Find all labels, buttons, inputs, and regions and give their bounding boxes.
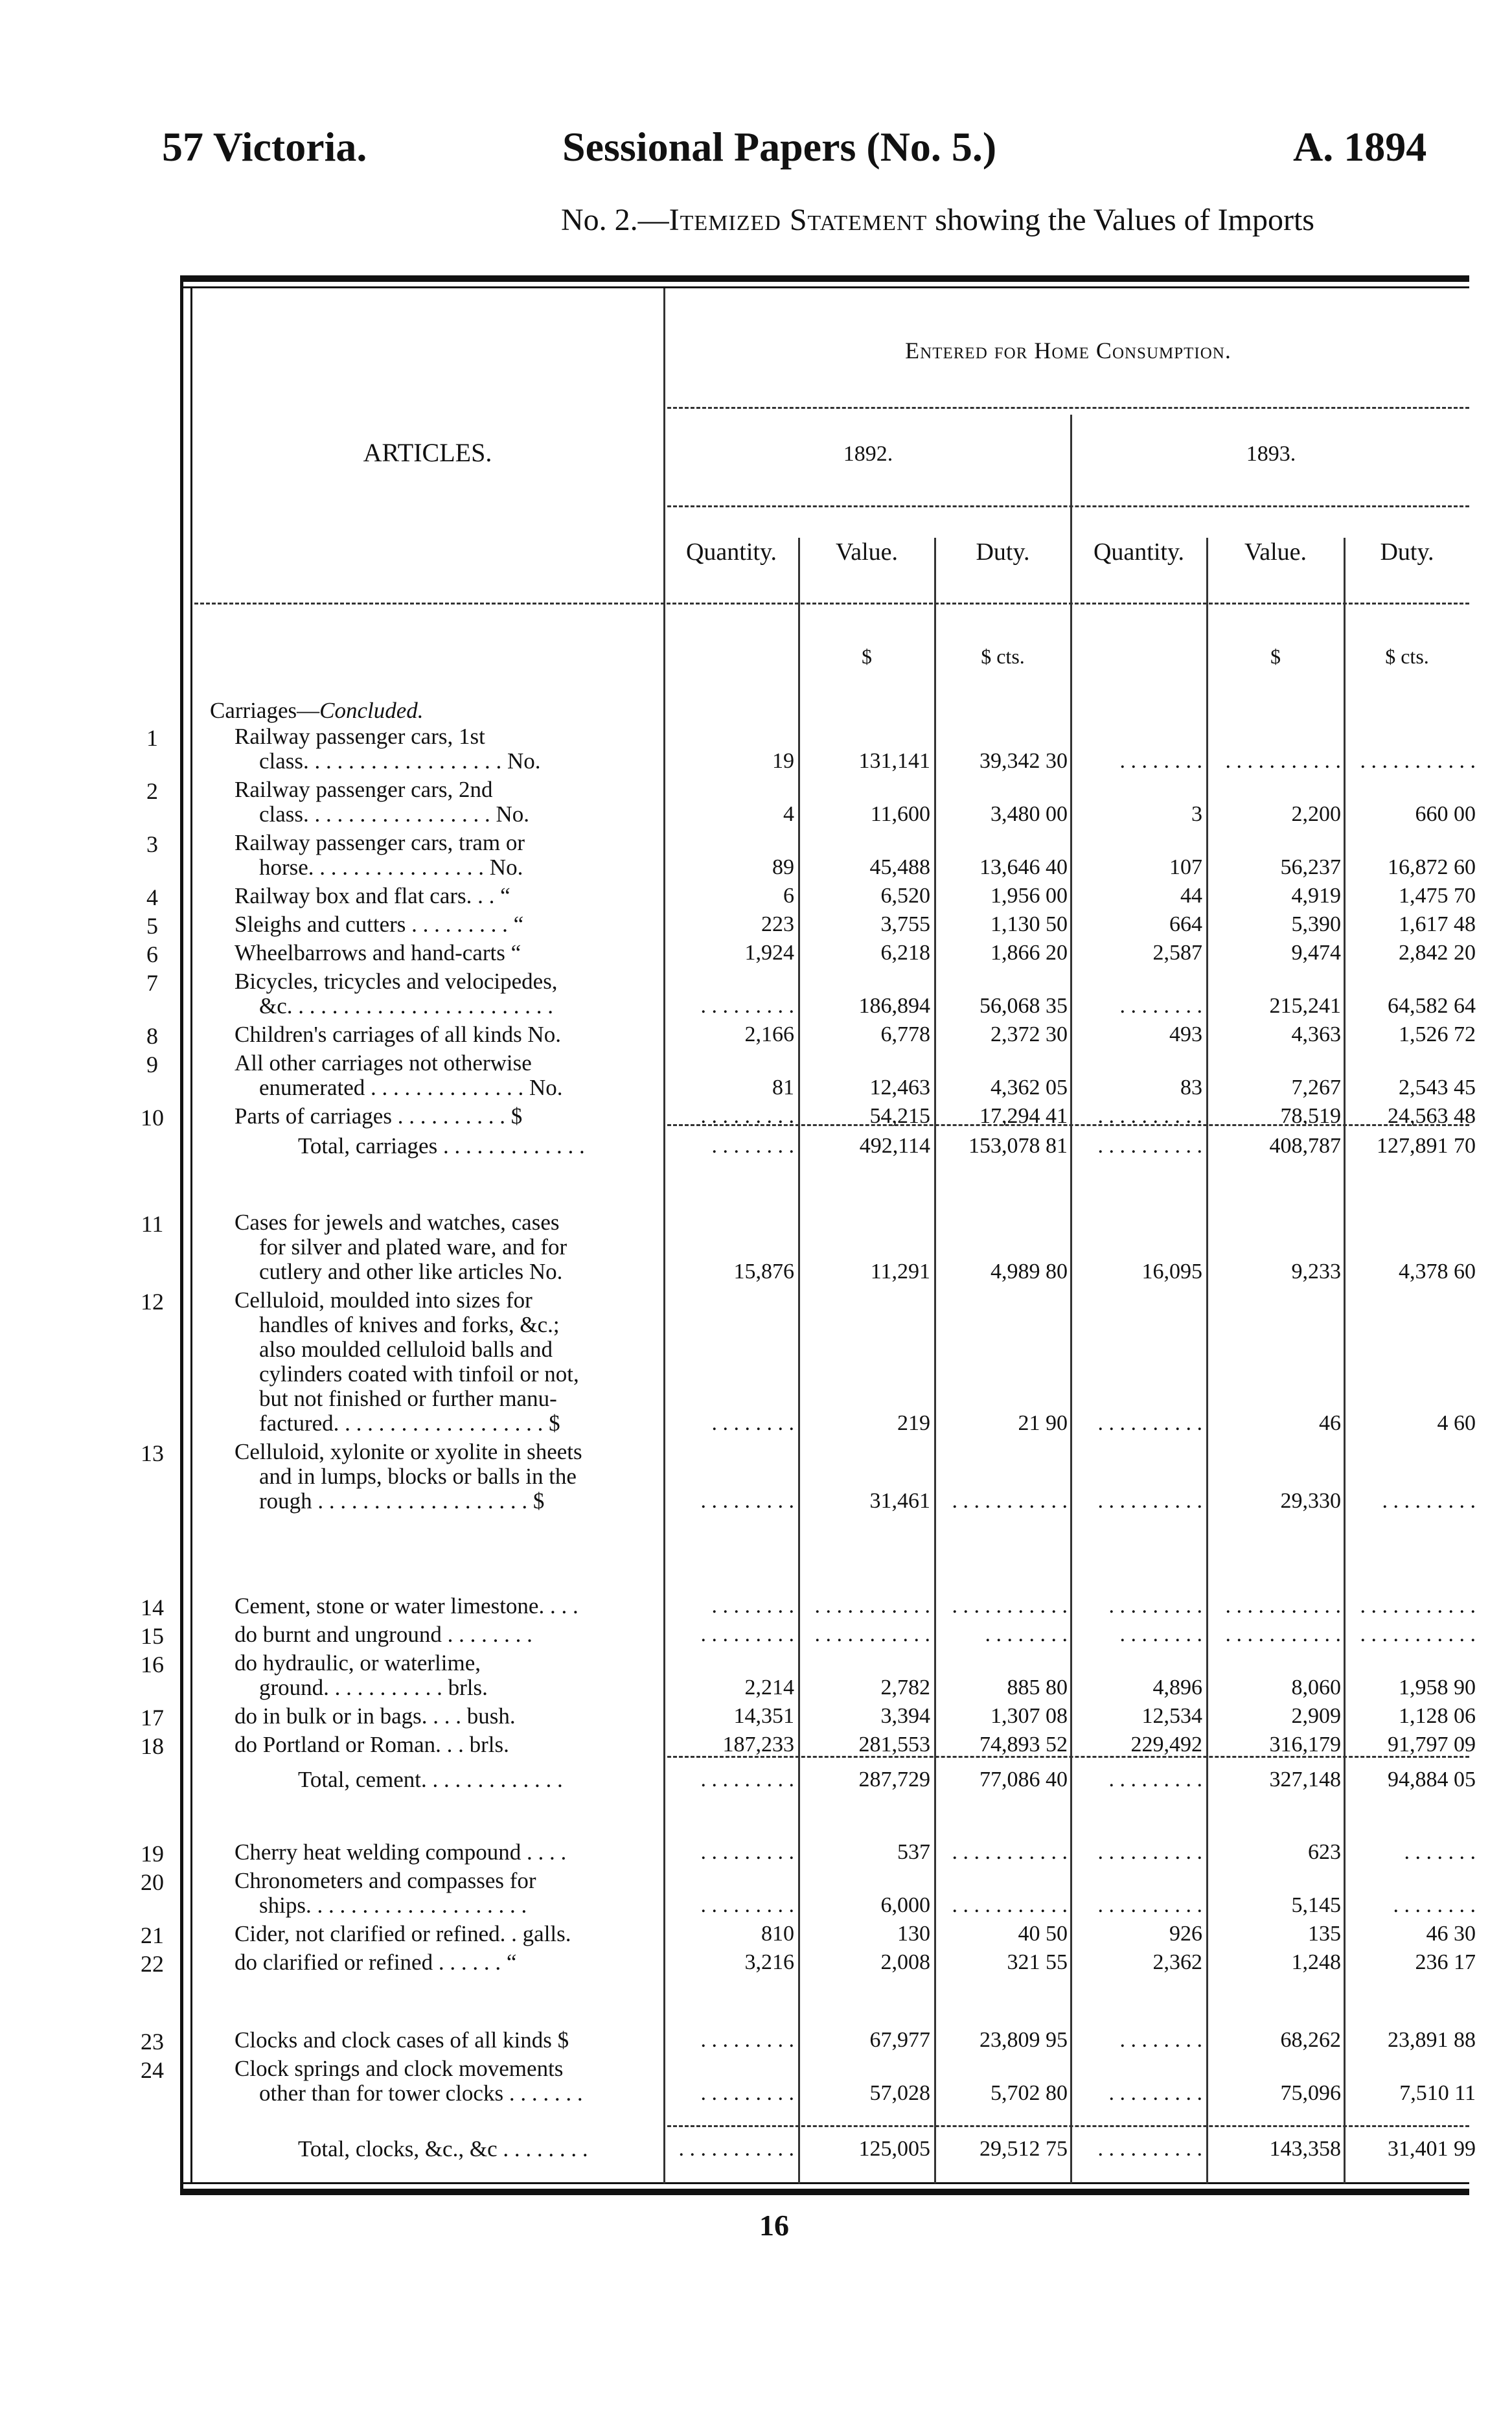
- article-line: for silver and plated ware, and for: [259, 1234, 567, 1260]
- cell-q93: 2,587: [1152, 941, 1202, 965]
- year-1893: 1893.: [1246, 442, 1296, 466]
- col-divider-duty92: [934, 538, 936, 2183]
- cell-q93: . . . . . . . . . .: [1097, 1489, 1202, 1513]
- cell-q93: . . . . . . . . . .: [1097, 1840, 1202, 1864]
- cell-q92: 223: [761, 912, 794, 936]
- frame-top-rule-thin: [180, 286, 1469, 288]
- cell-q92: . . . . . . . . .: [700, 1893, 794, 1917]
- cell-v92: 281,553: [858, 1733, 930, 1757]
- cell-d92: 1,956 00: [991, 884, 1068, 908]
- row-number: 8: [146, 1023, 158, 1049]
- article-line: Clocks and clock cases of all kinds $: [235, 2027, 569, 2053]
- cell-d93: 1,475 70: [1399, 884, 1476, 908]
- cell-v93: 215,241: [1269, 994, 1341, 1018]
- row-number: 16: [141, 1652, 164, 1677]
- article-line: handles of knives and forks, &c.;: [259, 1312, 560, 1337]
- row-number: 1: [146, 725, 158, 751]
- cell-q92: . . . . . . . . .: [700, 2081, 794, 2105]
- cell-d93: 46 30: [1426, 1922, 1476, 1946]
- cell-v92: 6,520: [880, 884, 930, 908]
- section-heading-prefix: Carriages—: [210, 698, 320, 723]
- total-carriages-rule: [667, 1124, 1469, 1126]
- cell-d92: . . . . . . . . . . .: [952, 1840, 1068, 1864]
- cell-q92: . . . . . . . . .: [700, 1840, 794, 1864]
- total-clocks-duty-1892: 29,512 75: [979, 2137, 1068, 2161]
- cell-v92: . . . . . . . . . . .: [814, 1622, 930, 1646]
- cell-q93: 3: [1191, 802, 1202, 826]
- cell-d92: . . . . . . . . . . .: [952, 1489, 1068, 1513]
- article-line: ships. . . . . . . . . . . . . . . . . . . .: [259, 1893, 527, 1918]
- row-number: 6: [146, 941, 158, 967]
- unit-duty-1892: $ cts.: [981, 645, 1025, 668]
- cell-q93: 664: [1169, 912, 1202, 936]
- article-description: [210, 1922, 663, 1946]
- cell-d92: 3,480 00: [991, 802, 1068, 826]
- subtitle-rest: showing the Values of Imports: [927, 203, 1314, 237]
- cell-d93: 7,510 11: [1399, 2081, 1476, 2105]
- cell-q93: 16,095: [1141, 1260, 1202, 1284]
- col-quantity-1892: Quantity.: [685, 538, 777, 566]
- cell-d93: 23,891 88: [1388, 2028, 1476, 2052]
- cell-v92: 130: [897, 1922, 930, 1946]
- header-year: A. 1894: [1293, 124, 1427, 170]
- row-number: 21: [141, 1922, 164, 1948]
- cell-d93: 4,378 60: [1399, 1260, 1476, 1284]
- cell-d92: 74,893 52: [979, 1733, 1068, 1757]
- cell-v93: 7,267: [1291, 1076, 1341, 1100]
- total-clocks-duty-1893: 31,401 99: [1388, 2137, 1476, 2161]
- row-number: 13: [141, 1440, 164, 1466]
- cell-q93: . . . . . . . . . .: [1097, 1411, 1202, 1435]
- cell-d92: 56,068 35: [979, 994, 1068, 1018]
- cell-d92: 1,307 08: [991, 1704, 1068, 1728]
- row-number: 24: [141, 2057, 164, 2083]
- cell-d93: 236 17: [1415, 1950, 1476, 1974]
- article-line: do hydraulic, or waterlime,: [235, 1650, 481, 1676]
- cell-q92: 81: [772, 1076, 794, 1100]
- cell-v93: 56,237: [1280, 855, 1341, 879]
- article-description: [210, 1440, 663, 1514]
- header-session: 57 Victoria.: [162, 124, 367, 170]
- col-divider-duty93: [1344, 538, 1346, 2183]
- article-line: class. . . . . . . . . . . . . . . . . No.: [259, 801, 530, 827]
- article-line: do in bulk or in bags. . . . bush.: [235, 1703, 516, 1729]
- article-description: [210, 1288, 663, 1436]
- cell-v93: . . . . . . . . . . .: [1225, 749, 1341, 773]
- cell-q93: . . . . . . . . . .: [1097, 1104, 1202, 1128]
- cell-v93: 29,330: [1280, 1489, 1341, 1513]
- cell-d93: 4 60: [1437, 1411, 1476, 1435]
- article-description: [210, 1651, 663, 1700]
- cell-q92: . . . . . . . . .: [700, 1622, 794, 1646]
- cell-q93: . . . . . . . . . .: [1097, 1893, 1202, 1917]
- total-cement-duty-1893: 94,884 05: [1388, 1768, 1476, 1792]
- year-1892: 1892.: [843, 442, 893, 466]
- cell-v93: 316,179: [1269, 1733, 1341, 1757]
- cell-v92: 11,600: [870, 802, 930, 826]
- article-line: All other carriages not otherwise: [235, 1050, 532, 1076]
- row-number: 22: [141, 1951, 164, 1977]
- cell-d93: 1,128 06: [1399, 1704, 1476, 1728]
- article-line: Children's carriages of all kinds No.: [235, 1022, 561, 1047]
- row-number: 14: [141, 1595, 164, 1620]
- total-cement-value-1892: 287,729: [858, 1768, 930, 1792]
- cell-v92: 186,894: [858, 994, 930, 1018]
- total-carriages-quantity-1893: . . . . . . . . . .: [1097, 1134, 1202, 1158]
- cell-v93: 1,248: [1291, 1950, 1341, 1974]
- cell-q93: . . . . . . . .: [1119, 994, 1202, 1018]
- cell-d93: 91,797 09: [1388, 1733, 1476, 1757]
- article-description: [210, 1210, 663, 1284]
- article-description: [210, 1594, 663, 1619]
- cell-d93: 24,563 48: [1388, 1104, 1476, 1128]
- article-line: do clarified or refined . . . . . . “: [235, 1950, 517, 1975]
- row-number: 19: [141, 1841, 164, 1867]
- col-duty-1892: Duty.: [976, 538, 1030, 566]
- cell-d92: 21 90: [1018, 1411, 1068, 1435]
- total-clocks-rule: [667, 2125, 1469, 2127]
- cell-q93: . . . . . . . .: [1119, 749, 1202, 773]
- cell-d93: . . . . . . . . . . .: [1360, 749, 1476, 773]
- cell-d92: 23,809 95: [979, 2028, 1068, 2052]
- article-line: other than for tower clocks . . . . . . .: [259, 2080, 583, 2106]
- row-number: 18: [141, 1733, 164, 1759]
- frame-left-rule-inner: [190, 288, 192, 2183]
- cell-d93: 64,582 64: [1388, 994, 1476, 1018]
- cell-q93: 44: [1180, 884, 1202, 908]
- cell-q92: 89: [772, 855, 794, 879]
- subtitle-emph: Itemized Statement: [669, 203, 928, 237]
- cell-d93: . . . . . . . .: [1393, 1893, 1476, 1917]
- article-line: cylinders coated with tinfoil or not,: [259, 1361, 579, 1387]
- cell-q92: 19: [772, 749, 794, 773]
- unit-value-1893: $: [1270, 645, 1281, 668]
- total-carriages-duty-1893: 127,891 70: [1377, 1134, 1476, 1158]
- group-heading: Entered for Home Consumption.: [905, 338, 1231, 363]
- cell-d93: 1,617 48: [1399, 912, 1476, 936]
- cell-v92: 6,218: [880, 941, 930, 965]
- page-number: 16: [759, 2209, 789, 2242]
- article-description: [210, 912, 663, 937]
- cell-v92: 6,778: [880, 1022, 930, 1046]
- article-description: [210, 941, 663, 965]
- row-number: 15: [141, 1623, 164, 1649]
- cell-d92: . . . . . . . . . . .: [952, 1594, 1068, 1618]
- article-description: [210, 778, 663, 827]
- total-carriages-quantity-1892: . . . . . . . .: [711, 1134, 794, 1158]
- total-cement-label: Total, cement. . . . . . . . . . . . .: [298, 1767, 563, 1792]
- article-line: Cider, not clarified or refined. . galls.: [235, 1921, 571, 1946]
- cell-v93: 78,519: [1280, 1104, 1341, 1128]
- cell-v93: 75,096: [1280, 2081, 1341, 2105]
- header-rule-years: [667, 505, 1469, 507]
- cell-d93: 16,872 60: [1388, 855, 1476, 879]
- cell-q92: 4: [783, 802, 794, 826]
- cell-d92: 321 55: [1007, 1950, 1068, 1974]
- row-number: 4: [146, 884, 158, 910]
- section-heading-carriages: [210, 698, 663, 723]
- col-divider-articles: [663, 288, 665, 2183]
- cell-v92: 2,782: [880, 1676, 930, 1699]
- cell-q93: 926: [1169, 1922, 1202, 1946]
- col-divider-year: [1070, 415, 1072, 2183]
- cell-q93: 4,896: [1152, 1676, 1202, 1699]
- cell-d93: 2,842 20: [1399, 941, 1476, 965]
- article-line: Railway box and flat cars. . . “: [235, 883, 510, 908]
- total-clocks-label: Total, clocks, &c., &c . . . . . . . .: [298, 2136, 588, 2161]
- article-line: but not finished or further manu-: [259, 1386, 557, 1411]
- row-number: 12: [141, 1289, 164, 1315]
- row-number: 20: [141, 1869, 164, 1895]
- cell-q93: 107: [1169, 855, 1202, 879]
- cell-v92: 131,141: [858, 749, 930, 773]
- cell-v92: 31,461: [869, 1489, 930, 1513]
- row-number: 2: [146, 778, 158, 804]
- cell-q92: . . . . . . . . .: [700, 2028, 794, 2052]
- row-number: 17: [141, 1705, 164, 1731]
- cell-d93: 1,526 72: [1399, 1022, 1476, 1046]
- article-line: enumerated . . . . . . . . . . . . . . No.: [259, 1075, 563, 1100]
- cell-q92: 2,214: [744, 1676, 794, 1699]
- cell-v93: 5,145: [1291, 1893, 1341, 1917]
- article-description: [210, 2028, 663, 2053]
- cell-v92: 6,000: [880, 1893, 930, 1917]
- col-value-1892: Value.: [835, 538, 899, 566]
- subtitle-prefix: No. 2.—: [561, 203, 669, 237]
- cell-q92: 14,351: [733, 1704, 794, 1728]
- cell-q92: . . . . . . . . .: [700, 1489, 794, 1513]
- total-carriages-value-1892: 492,114: [859, 1134, 930, 1158]
- article-line: factured. . . . . . . . . . . . . . . . . . . $: [259, 1411, 560, 1436]
- cell-q92: 3,216: [744, 1950, 794, 1974]
- cell-v92: 12,463: [869, 1076, 930, 1100]
- cell-v93: . . . . . . . . . . .: [1225, 1622, 1341, 1646]
- cell-d92: 885 80: [1007, 1676, 1068, 1699]
- article-line: Cherry heat welding compound . . . .: [235, 1839, 567, 1865]
- cell-v93: 8,060: [1291, 1676, 1341, 1699]
- frame-bottom-rule: [180, 2189, 1469, 2195]
- article-line: do burnt and unground . . . . . . . .: [235, 1622, 533, 1647]
- total-cement-quantity-1892: . . . . . . . . .: [700, 1768, 794, 1792]
- cell-d92: 4,362 05: [991, 1076, 1068, 1100]
- total-cement-quantity-1893: . . . . . . . . .: [1108, 1768, 1202, 1792]
- frame-bottom-rule-thin: [180, 2182, 1469, 2184]
- article-description: [210, 884, 663, 908]
- cell-v92: 2,008: [880, 1950, 930, 1974]
- cell-v92: 219: [897, 1411, 930, 1435]
- col-divider-value92: [798, 538, 800, 2183]
- cell-d92: 5,702 80: [991, 2081, 1068, 2105]
- cell-d92: . . . . . . . .: [985, 1622, 1068, 1646]
- cell-d92: 4,989 80: [991, 1260, 1068, 1284]
- article-description: [210, 2057, 663, 2106]
- header-rule-columns: [194, 603, 1469, 605]
- unit-duty-1893: $ cts.: [1385, 645, 1429, 668]
- cell-d92: 17,294 41: [979, 1104, 1068, 1128]
- cell-q93: 2,362: [1152, 1950, 1202, 1974]
- cell-d93: . . . . . . .: [1404, 1840, 1476, 1864]
- total-carriages-value-1893: 408,787: [1269, 1134, 1341, 1158]
- article-line: Celluloid, xylonite or xyolite in sheets: [235, 1439, 582, 1464]
- cell-q93: . . . . . . . . .: [1108, 1594, 1202, 1618]
- cell-d92: . . . . . . . . . . .: [952, 1893, 1068, 1917]
- cell-v92: 45,488: [869, 855, 930, 879]
- article-description: [210, 1051, 663, 1100]
- cell-d92: 40 50: [1018, 1922, 1068, 1946]
- article-description: [210, 1869, 663, 1918]
- cell-v92: 3,394: [880, 1704, 930, 1728]
- total-cement-duty-1892: 77,086 40: [979, 1768, 1068, 1792]
- article-line: Sleighs and cutters . . . . . . . . . “: [235, 912, 524, 937]
- cell-v93: 46: [1319, 1411, 1341, 1435]
- header-title: Sessional Papers (No. 5.): [562, 124, 997, 170]
- article-line: Railway passenger cars, 1st: [235, 724, 485, 749]
- article-line: Chronometers and compasses for: [235, 1868, 536, 1893]
- total-carriages-duty-1892: 153,078 81: [968, 1134, 1068, 1158]
- cell-v93: 623: [1308, 1840, 1341, 1864]
- cell-d92: 2,372 30: [991, 1022, 1068, 1046]
- article-description: [210, 1104, 663, 1129]
- cell-q92: 1,924: [744, 941, 794, 965]
- cell-q92: . . . . . . . . .: [700, 1104, 794, 1128]
- article-line: and in lumps, blocks or balls in the: [259, 1464, 577, 1489]
- cell-v93: 9,474: [1291, 941, 1341, 965]
- cell-q92: 15,876: [733, 1260, 794, 1284]
- cell-q93: . . . . . . . .: [1119, 1622, 1202, 1646]
- cell-v93: 4,919: [1291, 884, 1341, 908]
- cell-q92: 810: [761, 1922, 794, 1946]
- cell-q92: 6: [783, 884, 794, 908]
- cell-d93: 2,543 45: [1399, 1076, 1476, 1100]
- cell-q93: 229,492: [1130, 1733, 1202, 1757]
- cell-v92: 67,977: [869, 2028, 930, 2052]
- article-line: class. . . . . . . . . . . . . . . . . . No.: [259, 748, 541, 774]
- cell-v93: . . . . . . . . . . .: [1225, 1594, 1341, 1618]
- cell-v93: 2,200: [1291, 802, 1341, 826]
- col-quantity-1893: Quantity.: [1093, 538, 1184, 566]
- cell-v92: 54,215: [869, 1104, 930, 1128]
- article-line: also moulded celluloid balls and: [259, 1337, 553, 1362]
- row-number: 23: [141, 2029, 164, 2055]
- cell-q92: 2,166: [744, 1022, 794, 1046]
- article-line: Clock springs and clock movements: [235, 2056, 564, 2081]
- article-line: Railway passenger cars, 2nd: [235, 777, 493, 802]
- cell-q92: . . . . . . . .: [711, 1411, 794, 1435]
- section-heading-italic: Concluded.: [319, 698, 424, 723]
- total-clocks-quantity-1893: . . . . . . . . . .: [1097, 2137, 1202, 2161]
- article-description: [210, 831, 663, 880]
- cell-d92: 13,646 40: [979, 855, 1068, 879]
- cell-v93: 4,363: [1291, 1022, 1341, 1046]
- article-description: [210, 1733, 663, 1757]
- row-number: 10: [141, 1105, 164, 1131]
- col-duty-1893: Duty.: [1380, 538, 1434, 566]
- cell-q93: 493: [1169, 1022, 1202, 1046]
- cell-q93: 83: [1180, 1076, 1202, 1100]
- article-line: Parts of carriages . . . . . . . . . . $: [235, 1103, 523, 1129]
- cell-d92: 1,866 20: [991, 941, 1068, 965]
- article-line: Bicycles, tricycles and velocipedes,: [235, 969, 558, 994]
- article-description: [210, 1622, 663, 1647]
- cell-v92: 537: [897, 1840, 930, 1864]
- cell-v92: 11,291: [870, 1260, 930, 1284]
- total-carriages-label: Total, carriages . . . . . . . . . . . . .: [298, 1133, 585, 1158]
- cell-d93: . . . . . . . . .: [1382, 1489, 1476, 1513]
- cell-d92: 1,130 50: [991, 912, 1068, 936]
- cell-q93: . . . . . . . . .: [1108, 2081, 1202, 2105]
- unit-value-1892: $: [862, 645, 872, 668]
- article-line: &c. . . . . . . . . . . . . . . . . . . . . . . .: [259, 993, 554, 1019]
- cell-d93: . . . . . . . . . . .: [1360, 1622, 1476, 1646]
- row-number: 7: [146, 970, 158, 996]
- article-line: Wheelbarrows and hand-carts “: [235, 940, 521, 965]
- total-clocks-quantity-1892: . . . . . . . . . . .: [678, 2137, 794, 2161]
- article-line: do Portland or Roman. . . brls.: [235, 1732, 509, 1757]
- table-subtitle: [561, 202, 1314, 238]
- article-line: Celluloid, moulded into sizes for: [235, 1287, 533, 1313]
- article-line: Cement, stone or water limestone. . . .: [235, 1593, 578, 1619]
- frame-left-rule: [180, 275, 183, 2195]
- cell-q93: 12,534: [1141, 1704, 1202, 1728]
- cell-v92: 3,755: [880, 912, 930, 936]
- cell-q92: . . . . . . . . .: [700, 994, 794, 1018]
- cell-q93: . . . . . . . .: [1119, 2028, 1202, 2052]
- cell-q92: 187,233: [722, 1733, 794, 1757]
- total-cement-rule: [667, 1756, 1469, 1758]
- row-number: 9: [146, 1052, 158, 1077]
- cell-d93: 660 00: [1415, 802, 1476, 826]
- article-description: [210, 1840, 663, 1865]
- cell-d92: 39,342 30: [979, 749, 1068, 773]
- article-description: [210, 969, 663, 1019]
- cell-v93: 68,262: [1280, 2028, 1341, 2052]
- total-cement-value-1893: 327,148: [1269, 1768, 1341, 1792]
- cell-d93: . . . . . . . . . . .: [1360, 1594, 1476, 1618]
- article-line: horse. . . . . . . . . . . . . . . . No.: [259, 855, 523, 880]
- header-rule-group: [667, 407, 1469, 409]
- article-line: ground. . . . . . . . . . . brls.: [259, 1675, 488, 1700]
- article-line: cutlery and other like articles No.: [259, 1259, 563, 1284]
- total-clocks-value-1892: 125,005: [858, 2137, 930, 2161]
- article-description: [210, 724, 663, 774]
- cell-v93: 9,233: [1291, 1260, 1341, 1284]
- article-description: [210, 1704, 663, 1729]
- col-value-1893: Value.: [1244, 538, 1307, 566]
- article-description: [210, 1022, 663, 1047]
- article-line: rough . . . . . . . . . . . . . . . . . . . $: [259, 1488, 545, 1514]
- cell-d93: 1,958 90: [1399, 1676, 1476, 1699]
- row-number: 3: [146, 831, 158, 857]
- total-clocks-value-1893: 143,358: [1269, 2137, 1341, 2161]
- row-number: 5: [146, 913, 158, 939]
- cell-q92: . . . . . . . .: [711, 1594, 794, 1618]
- cell-v93: 135: [1308, 1922, 1341, 1946]
- articles-heading: ARTICLES.: [363, 438, 492, 467]
- article-description: [210, 1950, 663, 1975]
- cell-v92: 57,028: [869, 2081, 930, 2105]
- row-number: 11: [141, 1211, 164, 1237]
- cell-v93: 5,390: [1291, 912, 1341, 936]
- col-divider-value93: [1206, 538, 1208, 2183]
- frame-top-rule: [180, 275, 1469, 282]
- cell-v92: . . . . . . . . . . .: [814, 1594, 930, 1618]
- cell-v93: 2,909: [1291, 1704, 1341, 1728]
- article-line: Railway passenger cars, tram or: [235, 830, 525, 855]
- article-line: Cases for jewels and watches, cases: [235, 1210, 560, 1235]
